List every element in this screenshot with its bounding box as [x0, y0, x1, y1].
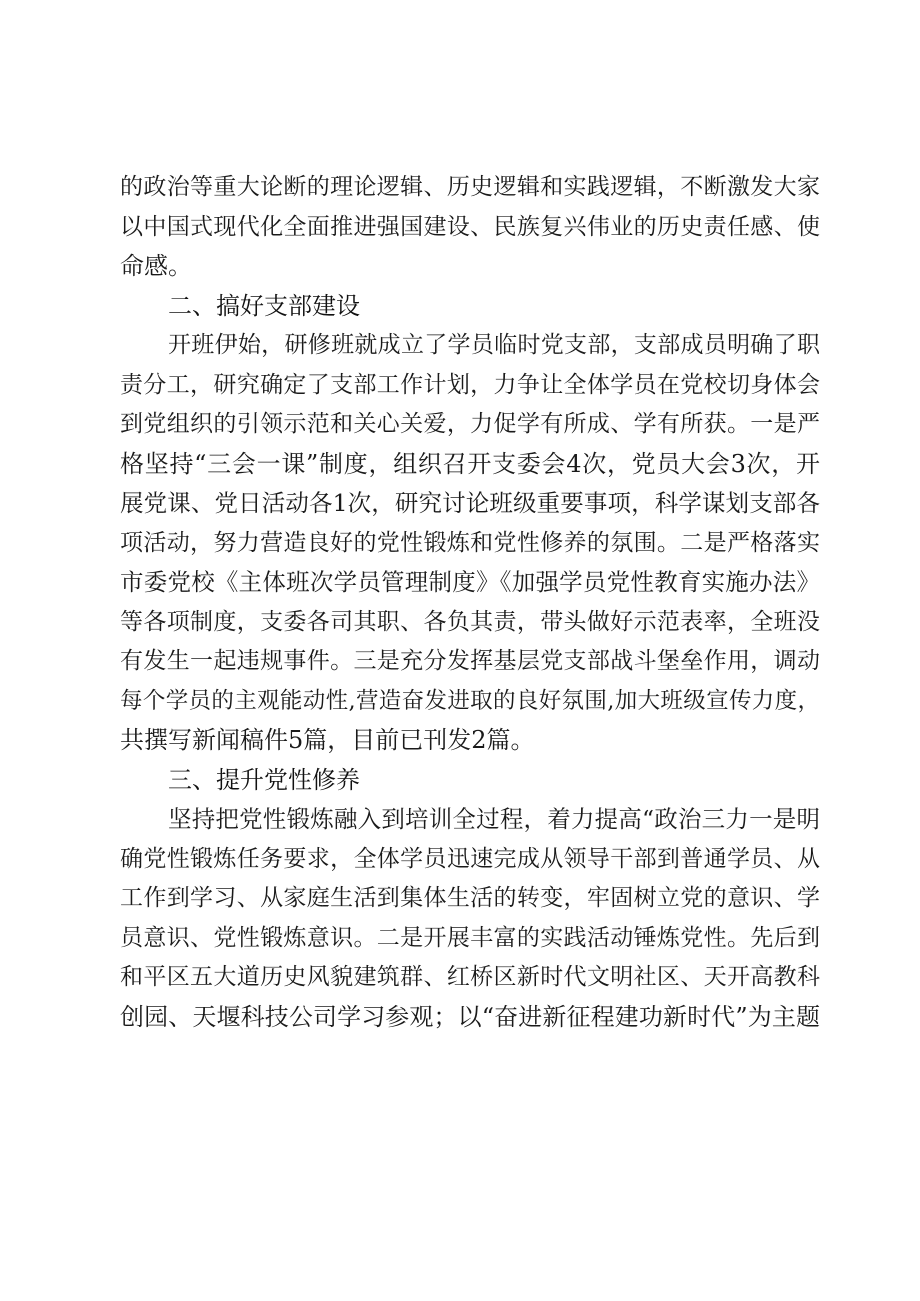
body-line: 责分工，研究确定了支部工作计划，力争让全体学员在党校切身体会 — [120, 371, 820, 398]
body-line: 市委党校《主体班次学员管理制度》《加强学员党性教育实施办法》 — [120, 568, 820, 596]
body-line: 每个学员的主观能动性,营造奋发进取的良好氛围,加大班级宣传力度， — [120, 687, 820, 714]
body-line: 格坚持“三会一课”制度，组织召开支委会4次，党员大会3次，开 — [120, 449, 820, 478]
body-line: 到党组织的引领示范和关心关爱，力促学有所成、学有所获。一是严 — [120, 411, 820, 437]
body-line: 命感。 — [120, 252, 192, 280]
body-line: 共撰写新闻稿件5篇，目前已刊发2篇。 — [120, 726, 535, 754]
body-line: 展党课、党日活动各1次，研究讨论班级重要事项，科学谋划支部各 — [120, 489, 820, 517]
body-line: 等各项制度，支委各司其职、各负其责，带头做好示范表率，全班没 — [120, 608, 820, 635]
section-heading-3: 三、提升党性修养 — [168, 765, 360, 794]
body-line: 的政治等重大论断的理论逻辑、历史逻辑和实践逻辑，不断激发大家 — [120, 174, 820, 200]
body-line: 以中国式现代化全面推进强国建设、民族复兴伟业的历史责任感、使 — [120, 213, 820, 240]
section-heading-2: 二、搞好支部建设 — [168, 291, 360, 320]
body-line: 创园、天堰科技公司学习参观；以“奋进新征程建功新时代”为主题 — [120, 1002, 820, 1031]
body-line: 和平区五大道历史风貌建筑群、红桥区新时代文明社区、天开高教科 — [120, 964, 820, 990]
document-body — [120, 168, 820, 1037]
body-line: 员意识、党性锻炼意识。二是开展丰富的实践活动锤炼党性。先后到 — [120, 924, 820, 951]
body-line: 确党性锻炼任务要求，全体学员迅速完成从领导干部到普通学员、从 — [120, 845, 820, 872]
body-line: 工作到学习、从家庭生活到集体生活的转变，牢固树立党的意识、学 — [120, 885, 820, 911]
paragraph-first-line: 坚持把党性锻炼融入到培训全过程，着力提高“政治三力一是明 — [168, 805, 820, 833]
body-line: 项活动，努力营造良好的党性锻炼和党性修养的氛围。二是严格落实 — [120, 529, 820, 556]
paragraph-first-line: 开班伊始，研修班就成立了学员临时党支部，支部成员明确了职 — [168, 332, 820, 358]
body-line: 有发生一起违规事件。三是充分发挥基层党支部战斗堡垒作用，调动 — [120, 648, 820, 674]
